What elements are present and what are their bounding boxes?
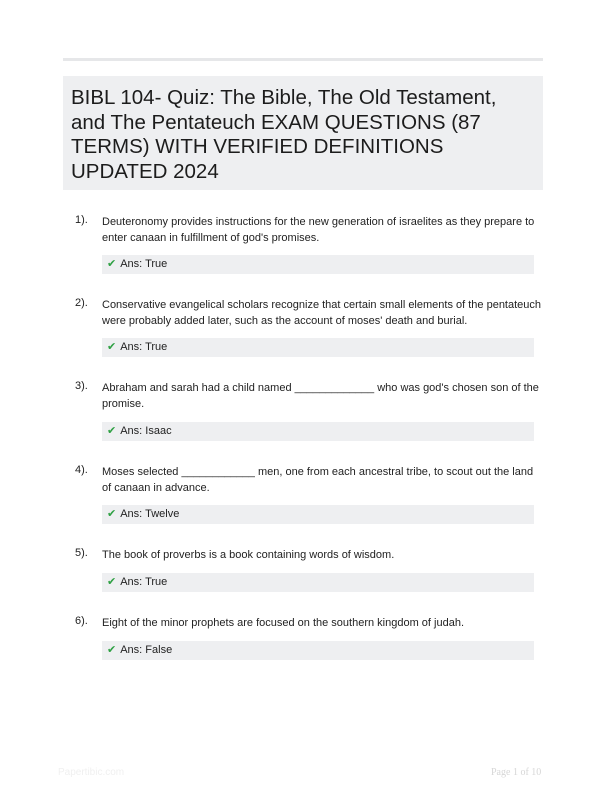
answer-box	[102, 505, 534, 524]
answer-box	[102, 573, 534, 592]
question-number: 4).	[75, 464, 88, 476]
answer-box	[102, 255, 534, 274]
question-number: 5).	[75, 547, 88, 559]
question-number: 3).	[75, 380, 88, 392]
check-icon: ✔	[107, 258, 117, 270]
question-number: 1).	[75, 214, 88, 226]
answer-text: Ans: True	[120, 258, 168, 270]
check-icon: ✔	[107, 508, 117, 520]
question-number: 6).	[75, 615, 88, 627]
answer-text: Ans: True	[120, 341, 168, 353]
check-icon: ✔	[107, 341, 117, 353]
answer-box	[102, 422, 534, 441]
answer-text: Ans: True	[120, 576, 168, 588]
answer-text: Ans: False	[120, 644, 173, 656]
check-icon: ✔	[107, 425, 117, 437]
question-number: 2).	[75, 297, 88, 309]
answer-text: Ans: Isaac	[120, 425, 172, 437]
top-divider	[63, 58, 543, 61]
question-text: Abraham and sarah had a child named _____________ who was god's chosen son of the promise.	[102, 382, 539, 410]
document-title: BIBL 104- Quiz: The Bible, The Old Testament, and The Pentateuch EXAM QUESTIONS (87 TERMS) WITH VERIFIED DEFINITIONS UPDATED 2024	[71, 86, 497, 183]
question-text: Moses selected ____________ men, one from each ancestral tribe, to scout out the land of canaan in advance.	[102, 466, 534, 494]
title-box	[63, 76, 543, 190]
question-text: The book of proverbs is a book containing words of wisdom.	[102, 549, 395, 561]
answer-box	[102, 641, 534, 660]
page-number: Page 1 of 10	[491, 767, 542, 778]
question-text: Conservative evangelical scholars recognize that certain small elements of the pentateuch were probably added later, such as the account of moses' death and burial.	[102, 299, 542, 327]
answer-box	[102, 338, 534, 357]
question-text: Eight of the minor prophets are focused on the southern kingdom of judah.	[102, 617, 465, 629]
watermark: Papertibic.com	[58, 767, 125, 778]
question-text: Deuteronomy provides instructions for the new generation of israelites as they prepare to enter canaan in fulfillment of god's promises.	[102, 216, 535, 244]
check-icon: ✔	[107, 576, 117, 588]
answer-text: Ans: Twelve	[120, 508, 180, 520]
check-icon: ✔	[107, 644, 117, 656]
